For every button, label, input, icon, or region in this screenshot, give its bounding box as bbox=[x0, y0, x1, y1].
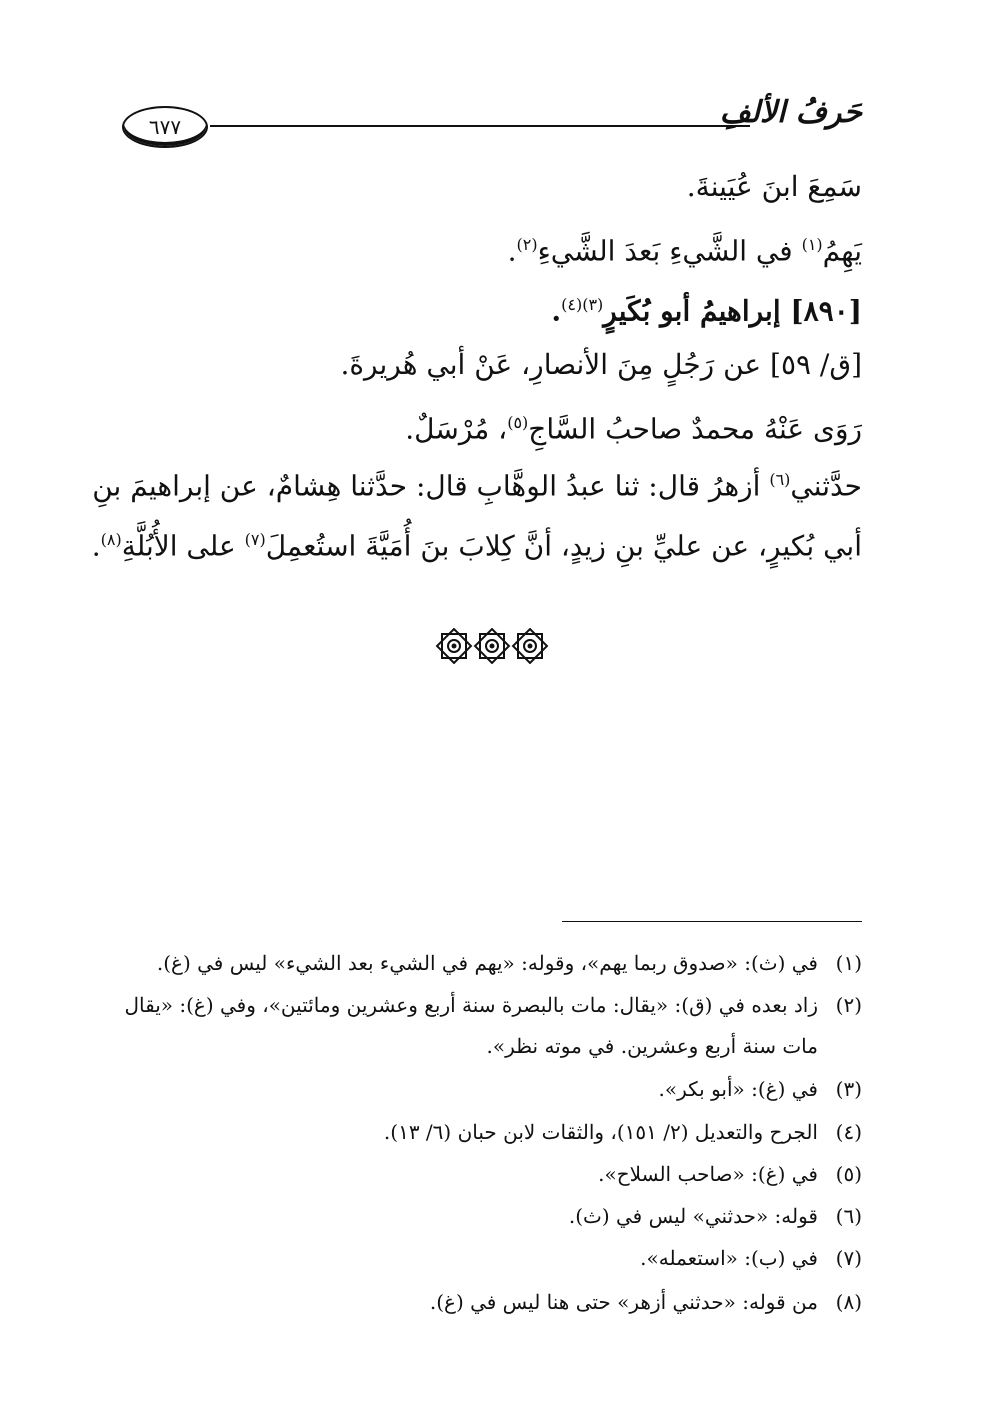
flower-ornament-icon bbox=[437, 629, 471, 663]
footnote-text: الجرح والتعديل (٢/ ١٥١)، والثقات لابن حبان (٦/ ١٣). bbox=[383, 1120, 818, 1144]
text-line-2-part-b: في الشَّيءِ بَعدَ الشَّيءِ bbox=[537, 234, 802, 268]
footnote-4 bbox=[118, 1117, 862, 1147]
entry-heading-text: [٨٩٠] إبراهيمُ أبو بُكَيرٍ bbox=[603, 294, 862, 328]
text-line-7-part-b: على الأُبُلَّةِ bbox=[121, 529, 245, 563]
text-line-7 bbox=[92, 520, 862, 566]
entry-heading-890 bbox=[551, 285, 862, 331]
footnote-ref-3-4: (٣)(٤) bbox=[561, 295, 604, 314]
footnote-6 bbox=[118, 1201, 862, 1231]
page-number: ٦٧٧ bbox=[148, 115, 182, 139]
page-number-badge bbox=[122, 106, 208, 148]
footnote-text: في (ث): «صدوق ربما يهم»، وقوله: «يهم في الشيء بعد الشيء» ليس في (غ). bbox=[156, 951, 818, 975]
text-line-2-end: . bbox=[507, 234, 517, 268]
footnote-ref-6: (٦) bbox=[769, 470, 791, 489]
footnote-number: (٢) bbox=[835, 993, 862, 1017]
text-line-6 bbox=[92, 460, 862, 506]
footnote-8 bbox=[118, 1287, 862, 1317]
footnote-2 bbox=[118, 990, 862, 1020]
footnote-text: في (غ): «صاحب السلاح». bbox=[598, 1162, 818, 1186]
footnote-text: من قوله: «حدثني أزهر» حتى هنا ليس في (غ). bbox=[429, 1290, 818, 1314]
text-line-1 bbox=[687, 167, 862, 207]
footnote-3 bbox=[118, 1074, 862, 1104]
footnote-ref-5: (٥) bbox=[507, 413, 529, 432]
text-line-7-part-a: أبي بُكيرٍ، عن عليِّ بنِ زيدٍ، أنَّ كِلابَ بنَ أُمَيَّةَ استُعمِلَ bbox=[265, 529, 862, 563]
footnote-number: (٣) bbox=[835, 1077, 862, 1101]
footnote-separator bbox=[562, 921, 862, 922]
text-line-2-part-a: يَهِمُ bbox=[822, 234, 862, 268]
footnote-text: قوله: «حدثني» ليس في (ث). bbox=[568, 1204, 818, 1228]
text-line-4 bbox=[340, 345, 862, 385]
flower-ornament-icon bbox=[513, 629, 547, 663]
text-line-1-content: سَمِعَ ابنَ عُيَينةَ. bbox=[686, 170, 862, 203]
text-line-4-content: [ق/ ٥٩] عن رَجُلٍ مِنَ الأنصارِ، عَنْ أبي هُريرةَ. bbox=[340, 348, 862, 381]
running-header-title: حَرفُ الألفِ bbox=[719, 95, 862, 130]
footnote-text: زاد بعده في (ق): «يقال: مات بالبصرة سنة أربع وعشرين ومائتين»، وفي (غ): «يقال bbox=[124, 993, 818, 1017]
footnote-ref-1: (١) bbox=[801, 235, 823, 254]
text-line-6-part-a: حدَّثني bbox=[790, 469, 862, 503]
text-line-6-part-b: أزهرُ قال: ثنا عبدُ الوهَّابِ قال: حدَّثنا هِشامٌ، عن إبراهيمَ بنِ bbox=[92, 469, 770, 503]
section-divider-ornaments bbox=[435, 628, 549, 664]
footnote-number: (١) bbox=[835, 951, 862, 975]
text-line-5 bbox=[405, 403, 862, 449]
text-line-2 bbox=[508, 225, 862, 271]
footnote-number: (٥) bbox=[835, 1162, 862, 1186]
footnote-ref-8: (٨) bbox=[100, 530, 122, 549]
footnote-number: (٤) bbox=[835, 1120, 862, 1144]
footnote-ref-7: (٧) bbox=[244, 530, 266, 549]
footnote-ref-2: (٢) bbox=[516, 235, 538, 254]
footnote-number: (٨) bbox=[835, 1290, 862, 1314]
footnote-number: (٦) bbox=[835, 1204, 862, 1228]
footnote-text: في (غ): «أبو بكر». bbox=[658, 1077, 818, 1101]
entry-heading-end: . bbox=[551, 294, 562, 328]
footnote-number: (٧) bbox=[835, 1246, 862, 1270]
footnote-5 bbox=[118, 1159, 862, 1189]
footnote-7 bbox=[118, 1243, 862, 1273]
text-line-5-part-a: رَوَى عَنْهُ محمدٌ صاحبُ السَّاجِ bbox=[528, 412, 862, 446]
footnote-1 bbox=[118, 948, 862, 978]
header-rule bbox=[210, 125, 750, 127]
footnote-2-continued: مات سنة أربع وعشرين. في موته نظر». bbox=[486, 1034, 818, 1058]
footnote-text: في (ب): «استعمله». bbox=[640, 1246, 818, 1270]
flower-ornament-icon bbox=[475, 629, 509, 663]
text-line-5-part-b: ، مُرْسَلٌ. bbox=[405, 412, 508, 446]
text-line-7-end: . bbox=[91, 529, 101, 563]
